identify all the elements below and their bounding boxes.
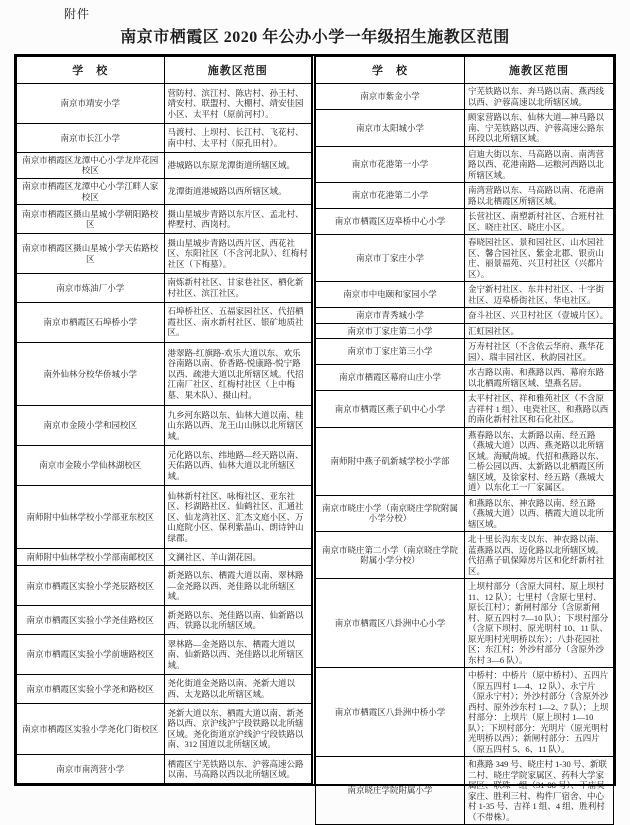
school-district-table-left bbox=[16, 56, 312, 784]
column-header-district: 施教区范围 bbox=[465, 57, 614, 84]
school-name: 南京市靖安小学 bbox=[17, 84, 165, 124]
school-name: 南京市长江小学 bbox=[17, 124, 165, 153]
school-name: 南师附中燕子矶新城学校小学部 bbox=[316, 427, 465, 495]
district-range: 马渡村、上坝村、长江村、飞花村、南中村、太平村（原孔田村）。 bbox=[164, 124, 312, 153]
school-name: 南京市花港第二小学 bbox=[316, 183, 465, 209]
district-range: 石埠桥社区、五福家园社区、代招栖霞社区、南水新村社区、银矿地质社区。 bbox=[164, 302, 312, 342]
school-name: 南京市花港第一小学 bbox=[316, 146, 465, 183]
district-range: 水吉路以南、和燕路以西、幕府东路以北栖霞所辖区域、望燕名居。 bbox=[465, 365, 614, 391]
table-row bbox=[17, 675, 312, 704]
school-name: 南师附中仙林学校小学部南邮校区 bbox=[17, 549, 165, 566]
district-range: 栖霞区宁芜铁路以东、沪蓉高速公路以南、马高路以西以北所辖区域。 bbox=[164, 755, 312, 784]
table-row bbox=[316, 235, 614, 282]
district-table bbox=[14, 54, 616, 822]
school-name: 南京市炼油厂小学 bbox=[17, 274, 165, 303]
district-range: 文澜社区、羊山湖花园。 bbox=[164, 549, 312, 566]
school-district-table-right bbox=[315, 56, 614, 825]
district-range: 春晓园社区、景和园社区、山水园社区、馨合园社区、紫金北郡、银贡山庄、丽景福苑、兴卫村社区（兴都片区）。 bbox=[465, 235, 614, 282]
district-range: 元化路以东、纬地路—经天路以南、天佑路以西、仙林大道以北所辖区域。 bbox=[164, 446, 312, 486]
school-name: 南京市栖霞区燕子矶中心小学 bbox=[316, 391, 465, 428]
school-name: 南京晓庄学院附属小学 bbox=[316, 757, 465, 825]
district-range: 仙林新村社区、咏梅社区、亚东社区、杉湖路社区、仙鹤社区、汇通社区、仙龙湾社区、汇杰文庭小区、万山庭院小区、保利紫晶山、朗诗钟山绿郡。 bbox=[164, 486, 312, 549]
district-range: 营防村、滨江村、陈店村、孙王村、靖安村、联盟村、大棚村、靖安佳园小区、太平村（原前河村）。 bbox=[164, 84, 312, 124]
table-row bbox=[316, 183, 614, 209]
school-name: 南京市栖霞区幕府山庄小学 bbox=[316, 365, 465, 391]
district-range: 启迪大街以东、马高路以南、南湾营路以西、花港南路—运粮河西路以北所辖区域。 bbox=[465, 146, 614, 183]
table-row bbox=[17, 549, 312, 566]
district-range: 尧新大道以东、栖霞大道以南、新尧路以西、京沪线沪宁段铁路以北所辖区域。尧化街道京沪线沪宁段铁路以南、312 国道以北所辖区域。 bbox=[164, 703, 312, 755]
district-range: 摄山星城步青路以东片区、孟北村、桦墅村、西岗村。 bbox=[164, 205, 312, 234]
district-range: 中桥村：中桥片（原中桥村）、五四片（原五四村 1—4、12 队）、永宁片（原永宁村）；外沙村部分（含原外沙西村、原外沙东村 1—2、7 队）；上坝村部分：上坝片（原上坝村 1—10 队）；下坝村部分：光明片（原光明村光明桥以西）；新闸村部分：五四片（原五四村 5、6、11 队）。 bbox=[465, 668, 614, 757]
school-name: 南京市栖霞区迈皋桥中心小学 bbox=[316, 209, 465, 235]
table-row bbox=[316, 365, 614, 391]
table-left-half bbox=[16, 56, 315, 784]
school-name: 南京市晓庄第二小学（南京晓庄学院附属小学分校） bbox=[316, 532, 465, 579]
table-row bbox=[316, 209, 614, 235]
table-row bbox=[316, 532, 614, 579]
column-header-school: 学 校 bbox=[17, 57, 165, 84]
district-range: 翠林路—金尧路以东、栖霞大道以南、仙新路以西、尧佳路以北所辖区域。 bbox=[164, 635, 312, 675]
table-row bbox=[17, 179, 312, 205]
school-name: 南京市栖霞区实验小学前塘路校区 bbox=[17, 635, 165, 675]
school-name: 南京市栖霞区八卦洲中心小学 bbox=[316, 579, 465, 668]
table-row bbox=[17, 755, 312, 784]
table-row bbox=[17, 84, 312, 124]
school-name: 南京市太阳城小学 bbox=[316, 110, 465, 147]
district-range: 龙潭街道港城路以西所辖区域。 bbox=[164, 179, 312, 205]
table-row bbox=[17, 566, 312, 606]
district-range: 奋斗社区、兴卫村社区（壹城片区）。 bbox=[465, 308, 614, 324]
district-range: 长营社区、南塑新村社区、合班村社区、晓庄社区、晓庄小区。 bbox=[465, 209, 614, 235]
district-range: 宁芜铁路以东、奔马路以南、燕西线以西、沪蓉高速以北所辖区域。 bbox=[465, 84, 614, 110]
table-row bbox=[316, 495, 614, 532]
table-row bbox=[17, 703, 312, 755]
table-row bbox=[17, 274, 312, 303]
school-name: 南京市栖霞区实验小学尧辰路校区 bbox=[17, 566, 165, 606]
page-title: 南京市栖霞区 2020 年公办小学一年级招生施教区范围 bbox=[120, 29, 510, 46]
district-range: 南湾营路以东、马高路以南、花港南路以北栖霞区所辖区域。 bbox=[465, 183, 614, 209]
table-row bbox=[316, 282, 614, 308]
district-range: 上坝村部分（含原大同村、原上坝村 11、12 队）；七里村（含原七里村、原长江村）；新闸村部分（含原新闸村、原五四村 7—10 队）；下坝村部分（含原下坝村、原光明村 10、11 队、原光明村光明桥以东）；八卦花园社区；东江村；外沙村部分（含原外沙东村 3—6 队）。 bbox=[465, 579, 614, 668]
school-name: 南京市栖霞区龙潭中心小学龙岸花园校区 bbox=[17, 152, 165, 178]
school-name: 南京市栖霞区实验小学尧和路校区 bbox=[17, 675, 165, 704]
district-range: 太平村社区、祥和雅苑社区（不含原吉祥村 1 组）、电瓷社区、和燕路以西的南化新村社区和石化社区。 bbox=[465, 391, 614, 428]
table-row bbox=[17, 446, 312, 486]
table-row bbox=[17, 124, 312, 153]
table-row bbox=[316, 579, 614, 668]
district-range: 和燕路 349 号、晓庄村 1-30 号、新联二村、晓庄学院家属区、药科大学家属区、联珠一组（31-88 号）、下庙吴家庄、胜利三村、构件厂宿舍、中心村 1-35 号、吉祥 1 组、4 组、胜利村（不带株）。 bbox=[465, 757, 614, 825]
school-name: 南京市丁家庄第二小学 bbox=[316, 323, 465, 339]
column-header-district: 施教区范围 bbox=[164, 57, 312, 84]
district-range: 南炼新村社区、甘家巷社区、栖化新村社区、滨江社区。 bbox=[164, 274, 312, 303]
table-row bbox=[17, 152, 312, 178]
district-range: 摄山星城步青路以西片区、西花社区、东阳社区（不含河北队）、红梅村社区（下梅墓）。 bbox=[164, 233, 312, 273]
school-name: 南京市栖霞区摄山星城小学天佑路校区 bbox=[17, 233, 165, 273]
district-range: 新尧路以东、尧佳路以南、仙新路以西、铁路以北所辖区域。 bbox=[164, 606, 312, 635]
district-range: 金宁新村社区、东井村社区、十字街社区、迈皋桥街社区、华电社区。 bbox=[465, 282, 614, 308]
school-name: 南京市栖霞区龙潭中心小学江畔人家校区 bbox=[17, 179, 165, 205]
table-row bbox=[17, 233, 312, 273]
district-range: 港城路以东原龙潭街道所辖区域。 bbox=[164, 152, 312, 178]
table-row bbox=[316, 339, 614, 365]
header-row bbox=[17, 57, 312, 84]
column-header-school: 学 校 bbox=[316, 57, 465, 84]
attachment-label: 附件 bbox=[64, 7, 91, 21]
table-row bbox=[17, 205, 312, 234]
district-range: 新尧路以东、栖霞大道以南、翠林路—金尧路以西、尧佳路以北所辖区域。 bbox=[164, 566, 312, 606]
district-range: 汇虹园社区。 bbox=[465, 323, 614, 339]
table-right-half bbox=[315, 56, 614, 822]
school-name: 南外仙林分校华侨城小学 bbox=[17, 342, 165, 405]
school-name: 南京市栖霞区石埠桥小学 bbox=[17, 302, 165, 342]
table-row bbox=[316, 146, 614, 183]
school-name: 南师附中仙林学校小学部亚东校区 bbox=[17, 486, 165, 549]
school-name: 南京市青秀城小学 bbox=[316, 308, 465, 324]
table-row bbox=[316, 668, 614, 757]
table-row bbox=[17, 635, 312, 675]
school-name: 南京市丁家庄小学 bbox=[316, 235, 465, 282]
table-row bbox=[316, 427, 614, 495]
school-name: 南京市晓庄小学（南京晓庄学院附属小学分校） bbox=[316, 495, 465, 532]
school-name: 南京市栖霞区八卦洲中桥小学 bbox=[316, 668, 465, 757]
table-row bbox=[316, 323, 614, 339]
district-range: 港翠路-红旗路-欢乐大道以东、欢乐谷南路以南、侨香路-悦康路-悦宁路以西、疏港大道以北所辖区域。代招江南厂社区、红梅村社区（上中梅墓、果木队）、摄山村。 bbox=[164, 342, 312, 405]
school-name: 南京市金陵小学和园校区 bbox=[17, 405, 165, 445]
table-row bbox=[17, 302, 312, 342]
school-name: 南京市栖霞区摄山星城小学朝阳路校区 bbox=[17, 205, 165, 234]
table-row bbox=[316, 110, 614, 147]
district-range: 顾家营路以东、仙林大道—神马路以南、宁芜铁路以西、沪蓉高速公路东环段以北所辖区域。 bbox=[465, 110, 614, 147]
school-name: 南京市栖霞区实验小学尧佳路校区 bbox=[17, 606, 165, 635]
district-range: 北十里长沟东支以东、神农路以南、蓝燕路以西、迈化路以北所辖区域。代招燕子矶保障房片区和化纤新村社区。 bbox=[465, 532, 614, 579]
school-name: 南京市栖霞区实验小学尧化门街校区 bbox=[17, 703, 165, 755]
table-row bbox=[17, 606, 312, 635]
district-range: 尧化街道金尧路以南、尧新大道以西、太龙路以北所辖区域。 bbox=[164, 675, 312, 704]
table-row bbox=[17, 342, 312, 405]
district-range: 燕春路以东、太新路以南、经五路（燕城大道）以西、燕尧路以北所辖区域。海赋尚城。代招和燕路以东、二桥公园以西、太新路以北栖霞区所辖区域，及徐家村、经五路（燕城大道）以东化工一厂家属区。 bbox=[465, 427, 614, 495]
school-name: 南京市南湾营小学 bbox=[17, 755, 165, 784]
table-row bbox=[17, 405, 312, 445]
district-range: 九乡河东路以东、仙林大道以南、桂山东路以西、龙王山山脉以北所辖区域。 bbox=[164, 405, 312, 445]
school-name: 南京市金陵小学仙林湖校区 bbox=[17, 446, 165, 486]
school-name: 南京市丁家庄第三小学 bbox=[316, 339, 465, 365]
table-row bbox=[316, 84, 614, 110]
table-row bbox=[316, 308, 614, 324]
table-row bbox=[17, 486, 312, 549]
district-range: 万寿村社区（不含依云华府、燕华花园）、瑞丰园社区、秋韵园社区。 bbox=[465, 339, 614, 365]
school-name: 南京市紫金小学 bbox=[316, 84, 465, 110]
header-row bbox=[316, 57, 614, 84]
table-row bbox=[316, 391, 614, 428]
district-range: 和燕路以东、神农路以南、经五路（燕城大道）以西、栖霞大道以北所辖区域。 bbox=[465, 495, 614, 532]
school-name: 南京市中电颐和家园小学 bbox=[316, 282, 465, 308]
